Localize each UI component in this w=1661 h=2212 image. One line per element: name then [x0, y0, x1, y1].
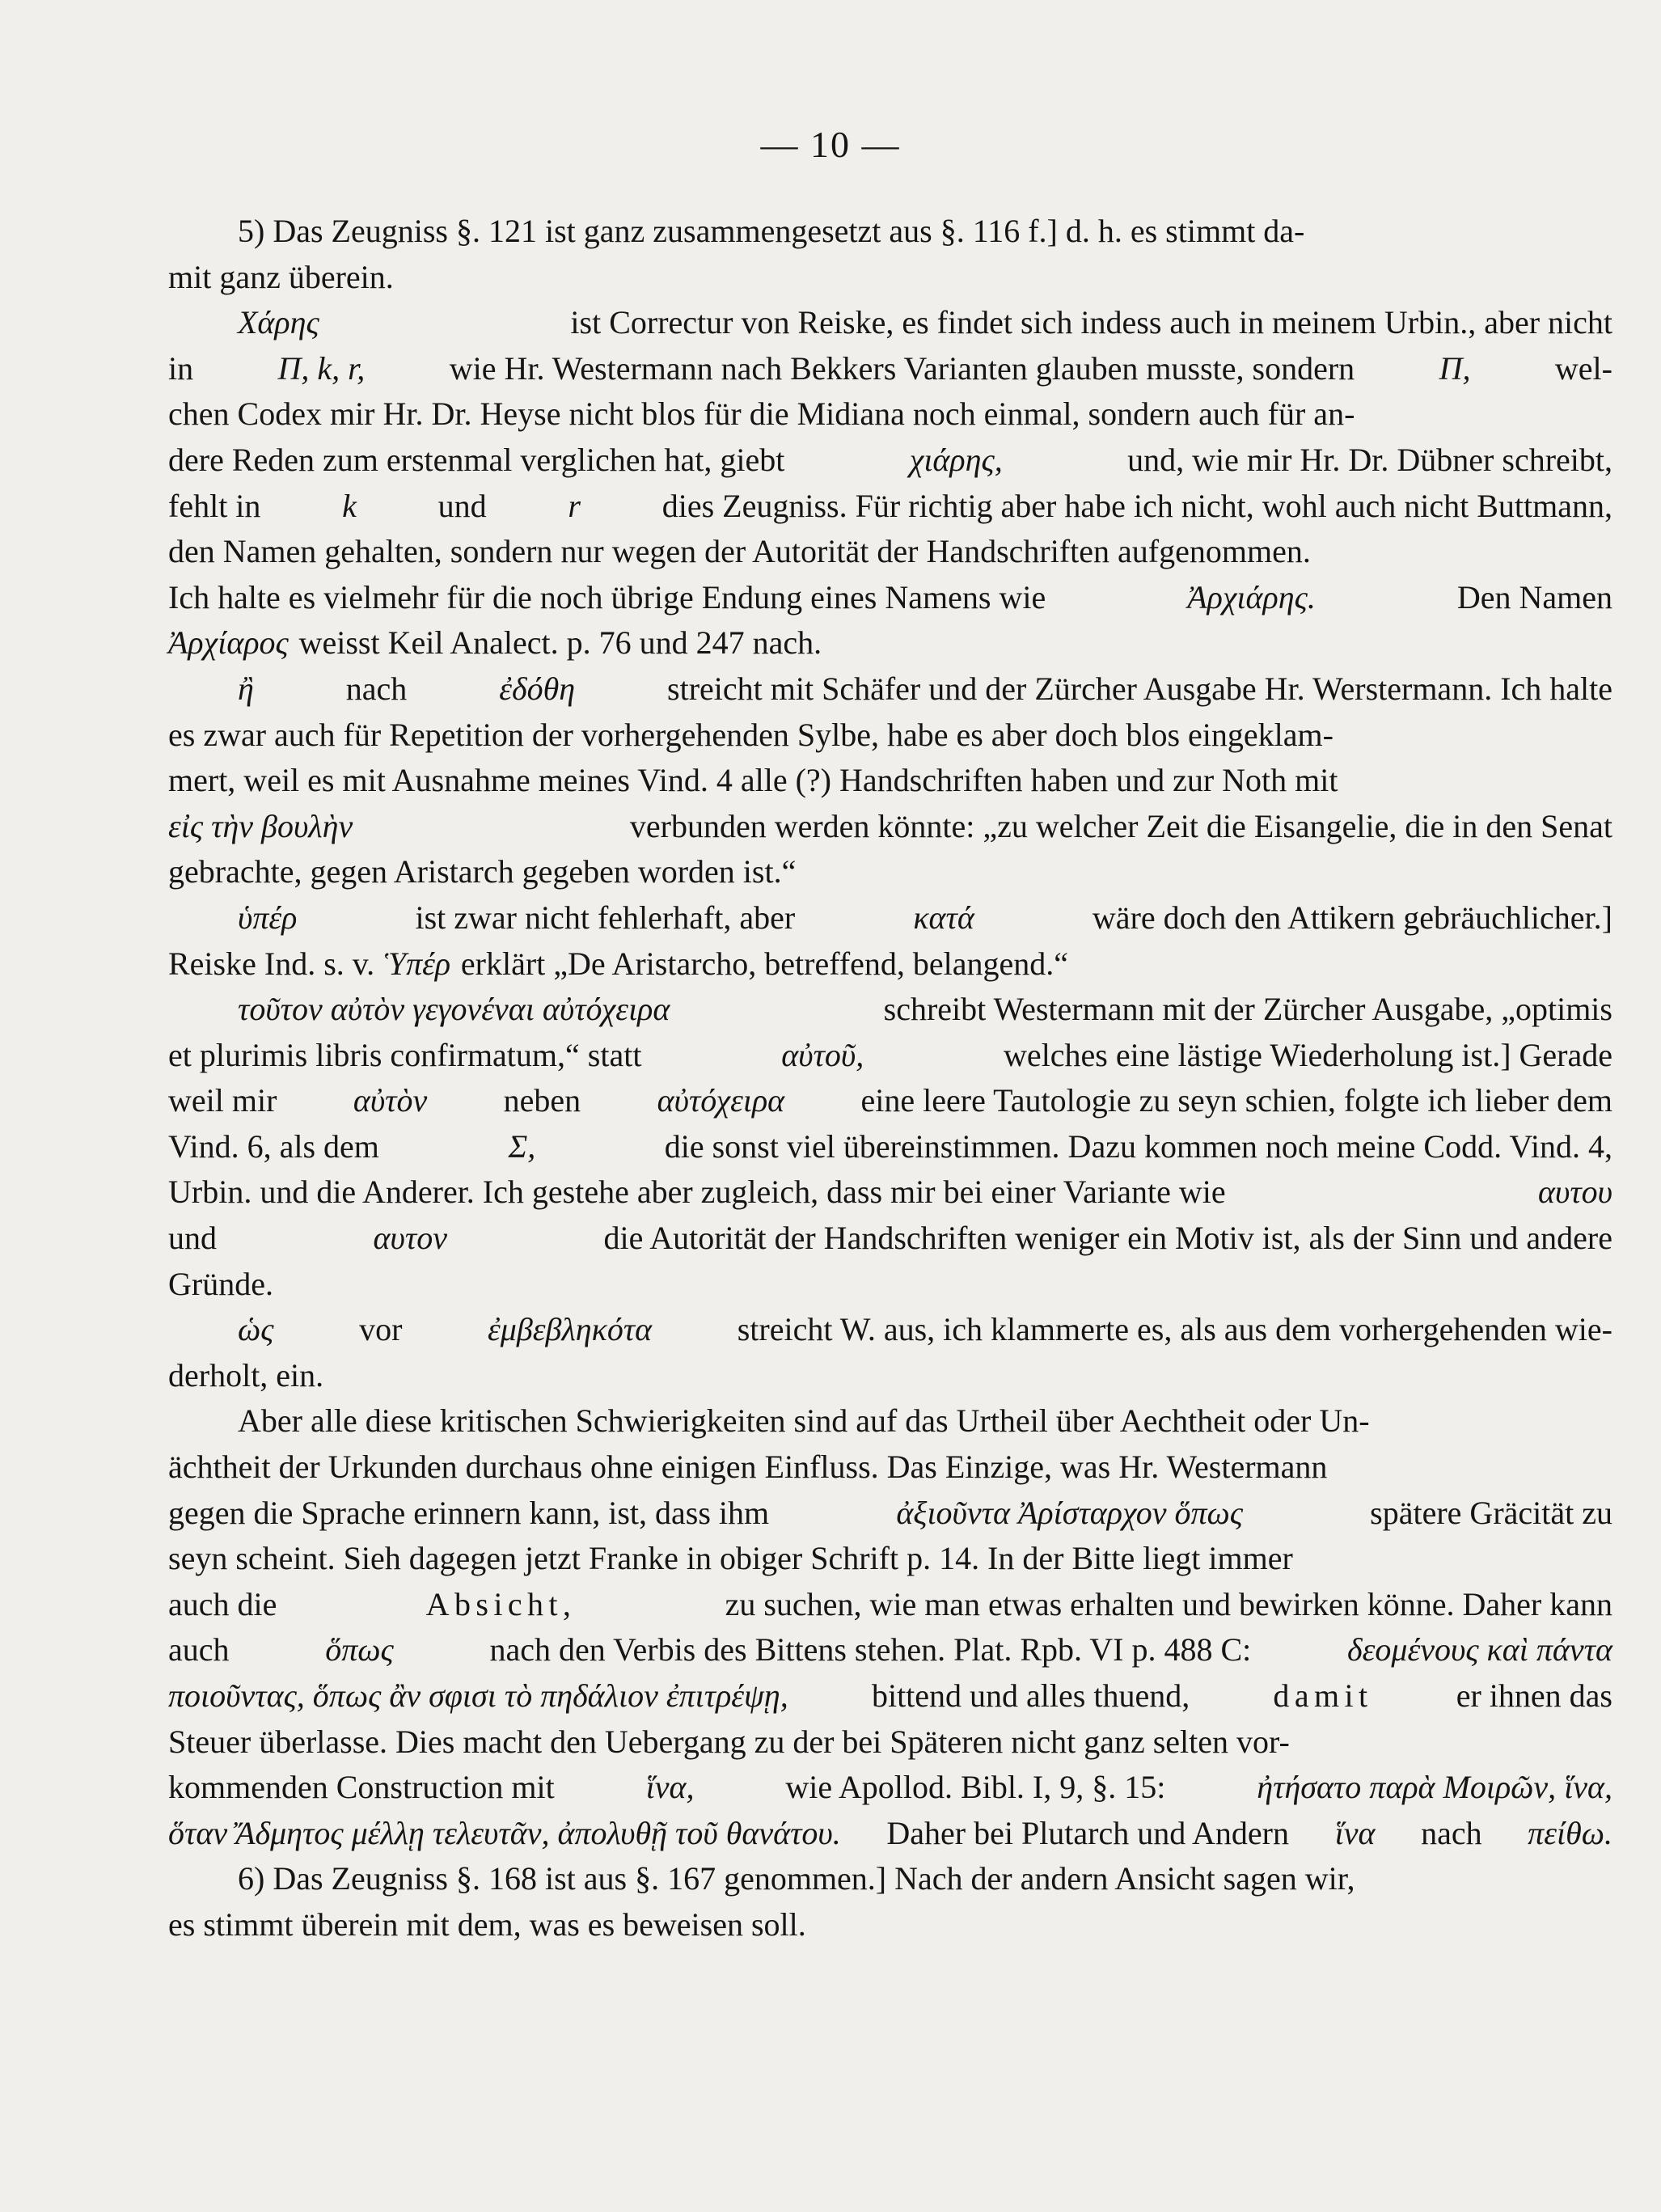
text-line: Χάρης ist Correctur von Reiske, es findet sich indess auch in meinem Urbin., aber nicht	[238, 304, 1612, 341]
text-line: gebrachte, gegen Aristarch gegeben worden ist.“	[168, 853, 797, 890]
text-line: chen Codex mir Hr. Dr. Heyse nicht blos für die Midiana noch einmal, sondern auch für an-	[168, 395, 1355, 433]
text-line: auch die Absicht, zu suchen, wie man etwas erhalten und bewirken könne. Daher kann	[168, 1585, 1612, 1622]
text-line: 6) Das Zeugniss §. 168 ist aus §. 167 genommen.] Nach der andern Ansicht sagen wir,	[238, 1860, 1355, 1897]
body-text	[168, 209, 1612, 1948]
text-line: ὅταν Ἄδμητος μέλλῃ τελευτᾶν, ἀπολυθῇ τοῦ θανάτου. Daher bei Plutarch und Andern ἵνα nach πείθω.	[168, 1814, 1612, 1851]
text-line: den Namen gehalten, sondern nur wegen der Autorität der Handschriften aufgenommen.	[168, 533, 1311, 570]
text-line: mit ganz überein.	[168, 258, 394, 295]
text-line: 5) Das Zeugniss §. 121 ist ganz zusammengesetzt aus §. 116 f.] d. h. es stimmt da-	[238, 213, 1305, 249]
text-line: auch ὅπως nach den Verbis des Bittens stehen. Plat. Rpb. VI p. 488 C: δεομένους καὶ πάντα	[168, 1631, 1612, 1669]
text-line: gegen die Sprache erinnern kann, ist, dass ihm ἀξιοῦντα Ἀρίσταρχον ὅπως spätere Gräcität zu	[168, 1494, 1612, 1531]
text-line: und αυτον die Autorität der Handschriften weniger ein Motiv ist, als der Sinn und andere	[168, 1220, 1612, 1257]
text-line: ποιοῦντας, ὅπως ἂν σφισι τὸ πηδάλιον ἐπιτρέψῃ, bittend und alles thuend, damit er ihnen das	[168, 1677, 1612, 1714]
page-number: — 10 —	[760, 124, 901, 165]
text-line: ὑπέρ ist zwar nicht fehlerhaft, aber κατά wäre doch den Attikern gebräuchlicher.]	[238, 899, 1612, 936]
text-line: ἢ nach ἐδόθη streicht mit Schäfer und der Zürcher Ausgabe Hr. Werstermann. Ich halte	[238, 670, 1612, 707]
text-line: Reiske Ind. s. v. Ὑπέρ erklärt „De Aristarcho, betreffend, belangend.“	[168, 945, 1069, 982]
text-line: seyn scheint. Sieh dagegen jetzt Franke in obiger Schrift p. 14. In der Bitte liegt immer	[168, 1540, 1293, 1577]
text-line: ächtheit der Urkunden durchaus ohne einigen Einfluss. Das Einzige, was Hr. Westermann	[168, 1449, 1328, 1486]
text-line: εἰς τὴν βουλὴν verbunden werden könnte: „zu welcher Zeit die Eisangelie, die in den Senat	[168, 807, 1612, 844]
text-line: derholt, ein.	[168, 1356, 324, 1394]
text-line: mert, weil es mit Ausnahme meines Vind. 4 alle (?) Handschriften haben und zur Noth mit	[168, 762, 1338, 799]
text-line: Ἀρχίαρος weisst Keil Analect. p. 76 und 247 nach.	[168, 624, 822, 662]
text-line: Gründe.	[168, 1265, 273, 1302]
text-line: Aber alle diese kritischen Schwierigkeiten sind auf das Urtheil über Aechtheit oder Un-	[238, 1402, 1370, 1440]
text-line: es zwar auch für Repetition der vorhergehenden Sylbe, habe es aber doch blos eingeklam-	[168, 716, 1333, 753]
text-line: Ich halte es vielmehr für die noch übrige Endung eines Namens wie Ἀρχιάρης. Den Namen	[168, 578, 1612, 615]
text-line: τοῦτον αὐτὸν γεγονέναι αὐτόχειρα schreibt Westermann mit der Zürcher Ausgabe, „optimis	[238, 991, 1612, 1028]
text-line: dere Reden zum erstenmal verglichen hat, giebt χιάρης, und, wie mir Hr. Dr. Dübner schreibt,	[168, 441, 1612, 478]
text-line: in Π, k, r, wie Hr. Westermann nach Bekkers Varianten glauben musste, sondern Π, wel-	[168, 349, 1612, 387]
text-line: kommenden Construction mit ἵνα, wie Apollod. Bibl. I, 9, §. 15: ἠτήσατο παρὰ Μοιρῶν, ἵνα,	[168, 1769, 1612, 1806]
text-line: Urbin. und die Anderer. Ich gestehe aber zugleich, dass mir bei einer Variante wie αυτου	[168, 1174, 1612, 1211]
text-line: et plurimis libris confirmatum,“ statt αὐτοῦ, welches eine lästige Wiederholung ist.] Gerade	[168, 1036, 1612, 1073]
text-line: es stimmt überein mit dem, was es beweisen soll.	[168, 1905, 806, 1943]
text-line: Steuer überlasse. Dies macht den Uebergang zu der bei Späteren nicht ganz selten vor-	[168, 1723, 1290, 1760]
text-line: fehlt in k und r dies Zeugniss. Für richtig aber habe ich nicht, wohl auch nicht Buttmann,	[168, 487, 1612, 524]
text-line: weil mir αὐτὸν neben αὐτόχειρα eine leere Tautologie zu seyn schien, folgte ich lieber dem	[168, 1082, 1612, 1119]
text-line: ὡς vor ἐμβεβληκότα streicht W. aus, ich klammerte es, als aus dem vorhergehenden wie-	[238, 1311, 1612, 1348]
text-line: Vind. 6, als dem Σ, die sonst viel übereinstimmen. Dazu kommen noch meine Codd. Vind. 4,	[168, 1127, 1612, 1165]
